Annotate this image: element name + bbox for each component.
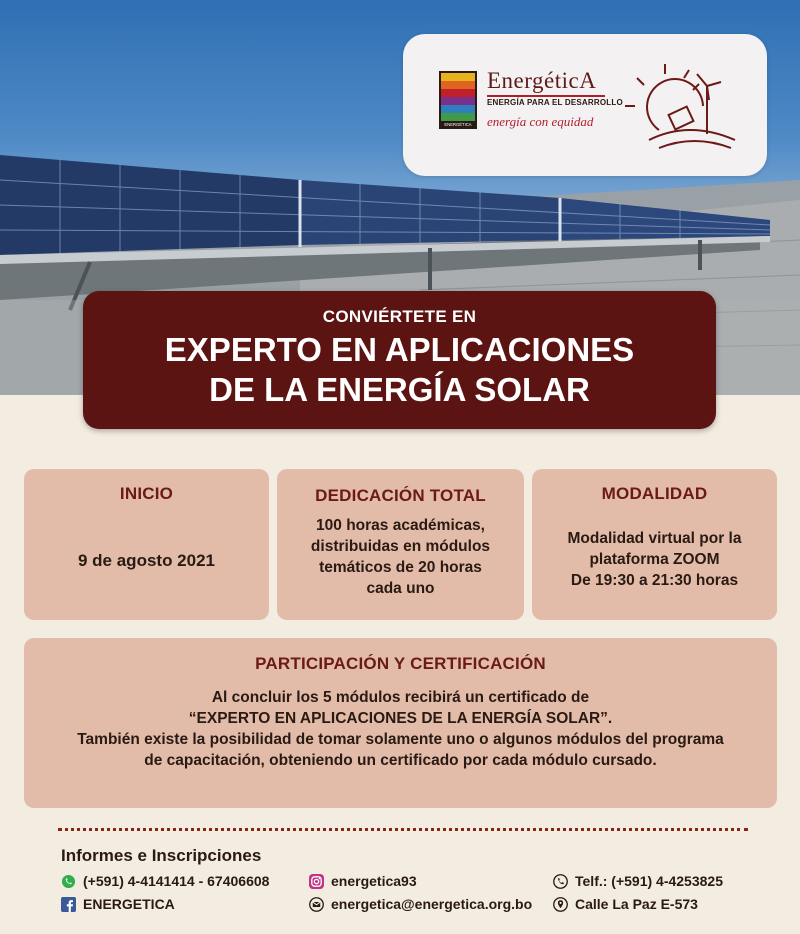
solar-wind-logo-icon: [619, 60, 737, 156]
certification-box: [24, 638, 777, 808]
email-contact[interactable]: [309, 896, 532, 912]
modality-line: De 19:30 a 21:30 horas: [570, 572, 739, 589]
address-contact: [553, 896, 698, 912]
instagram-icon: [309, 874, 324, 889]
phone-contact[interactable]: [553, 873, 723, 889]
modality-line: plataforma ZOOM: [589, 551, 720, 568]
dedication-box: [277, 469, 524, 620]
logo-card: [403, 34, 767, 176]
modality-box: [532, 469, 777, 620]
certification-line: Al concluir los 5 módulos recibirá un certificado de: [211, 689, 590, 706]
title-banner: [83, 291, 716, 429]
certification-heading: PARTICIPACIÓN Y CERTIFICACIÓN: [255, 654, 546, 673]
start-heading: INICIO: [119, 484, 174, 503]
banner-pretitle: CONVIÉRTETE EN: [322, 307, 477, 326]
instagram-contact[interactable]: [309, 873, 417, 889]
address-text: Calle La Paz E-573: [575, 896, 698, 912]
brand-slogan: energía con equidad: [487, 114, 594, 129]
modality-text: [540, 528, 769, 591]
dedication-line: temáticos de 20 horas: [319, 559, 482, 576]
location-pin-icon: [553, 897, 568, 912]
dedication-line: distribuidas en módulos: [310, 538, 491, 555]
banner-title-line2: DE LA ENERGÍA SOLAR: [209, 371, 590, 408]
logo-mark-label: ENERGÉTICA: [444, 122, 472, 127]
phone-number: Telf.: (+591) 4-4253825: [575, 873, 723, 889]
brand-name: EnergéticA: [487, 68, 597, 93]
facebook-contact[interactable]: [61, 896, 175, 912]
start-date: 9 de agosto 2021: [77, 551, 215, 570]
brand-tagline: ENERGÍA PARA EL DESARROLLO: [487, 98, 623, 107]
modality-heading: MODALIDAD: [601, 484, 708, 503]
whatsapp-icon: [61, 874, 76, 889]
email-icon: [309, 897, 324, 912]
whatsapp-number: (+591) 4-4141414 - 67406608: [83, 873, 270, 889]
phone-icon: [553, 874, 568, 889]
start-date-box: [24, 469, 269, 620]
whatsapp-contact[interactable]: [61, 873, 269, 889]
dedication-line: cada uno: [366, 580, 435, 597]
certification-line: de capacitación, obteniendo un certificado por cada módulo cursado.: [144, 752, 657, 769]
banner-title-line1: EXPERTO EN APLICACIONES: [164, 331, 635, 368]
instagram-handle: energetica93: [331, 873, 417, 889]
contact-title: Informes e Inscripciones: [61, 846, 262, 865]
facebook-icon: [61, 897, 76, 912]
dedication-heading: DEDICACIÓN TOTAL: [315, 486, 486, 505]
email-address: energetica@energetica.org.bo: [331, 896, 533, 912]
modality-line: Modalidad virtual por la: [567, 530, 742, 547]
brand-rule: [487, 95, 605, 97]
footer-divider: [58, 828, 748, 831]
energetica-logo-icon: [439, 71, 477, 129]
facebook-name: ENERGETICA: [83, 896, 175, 912]
certification-text: [34, 687, 767, 771]
certification-line: También existe la posibilidad de tomar solamente uno o algunos módulos del programa: [77, 731, 724, 748]
certification-line: “EXPERTO EN APLICACIONES DE LA ENERGÍA SOLAR”.: [188, 710, 613, 727]
dedication-line: 100 horas académicas,: [316, 517, 485, 534]
dedication-text: [287, 515, 514, 599]
